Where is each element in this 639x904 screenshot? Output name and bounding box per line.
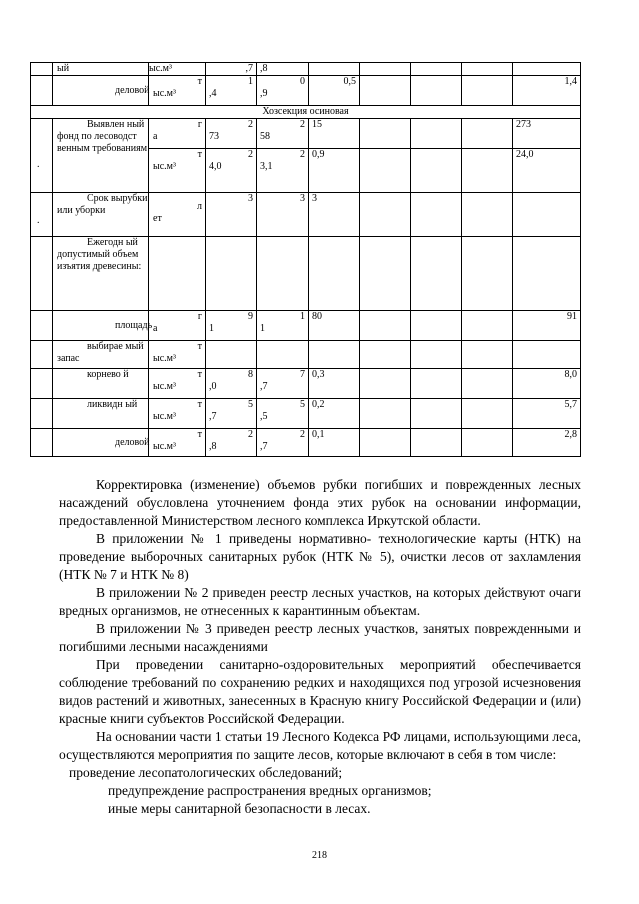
value-cell xyxy=(513,369,581,399)
value-part: 2 xyxy=(300,149,305,160)
value-cell xyxy=(309,341,360,369)
value-part: 5 xyxy=(248,399,253,410)
unit-line: ыс.м³ xyxy=(153,353,176,364)
value-part: 5 xyxy=(300,399,305,410)
row-label: Срок вырубки или уборки xyxy=(57,193,148,216)
table-cell xyxy=(31,76,53,106)
value-part: 1 xyxy=(300,311,305,322)
table-cell xyxy=(462,149,513,193)
table-cell xyxy=(411,76,462,106)
table-cell xyxy=(360,429,411,457)
value-part: 4,0 xyxy=(209,161,222,172)
value-cell xyxy=(257,119,309,149)
value-part: 0,9 xyxy=(312,149,325,160)
value-part: 2 xyxy=(300,119,305,130)
value-cell xyxy=(513,311,581,341)
value-cell xyxy=(206,237,257,311)
table-cell xyxy=(411,311,462,341)
table-cell xyxy=(360,399,411,429)
table-cell xyxy=(411,429,462,457)
value-cell xyxy=(257,63,309,76)
value-cell xyxy=(257,311,309,341)
table-cell xyxy=(31,429,53,457)
value-cell xyxy=(206,429,257,457)
unit-line: г xyxy=(197,311,202,322)
table-cell xyxy=(360,119,411,149)
unit-line: л xyxy=(197,201,202,212)
table-row xyxy=(31,341,581,369)
unit-line: т xyxy=(197,76,202,87)
forest-data-table xyxy=(30,62,581,457)
value-cell xyxy=(257,399,309,429)
value-part: ,4 xyxy=(209,88,217,99)
row-label: Ежегодн ый допустимый объем изъятия древесины: xyxy=(57,237,142,272)
value-part: 80 xyxy=(312,311,322,322)
table-cell xyxy=(462,369,513,399)
value-cell xyxy=(309,119,360,149)
table-cell xyxy=(53,237,149,311)
table-cell xyxy=(411,149,462,193)
unit-line: т xyxy=(197,399,202,410)
value-part: 2 xyxy=(300,429,305,440)
value-part: 7 xyxy=(300,369,305,380)
unit-line: г xyxy=(197,119,202,130)
value-part: 2,8 xyxy=(564,429,577,440)
value-part: ,7 xyxy=(260,441,268,452)
unit-cell xyxy=(149,76,206,106)
table-cell xyxy=(462,76,513,106)
value-cell xyxy=(257,76,309,106)
row-label: ликвидн ый xyxy=(87,399,138,410)
value-part: 1 xyxy=(260,323,265,334)
value-part: 24,0 xyxy=(516,149,534,160)
table-row xyxy=(31,311,581,341)
table-cell xyxy=(462,311,513,341)
value-part: 8 xyxy=(248,369,253,380)
table-cell xyxy=(411,193,462,237)
value-cell xyxy=(513,399,581,429)
value-cell xyxy=(206,311,257,341)
value-cell xyxy=(309,237,360,311)
value-part: 3,1 xyxy=(260,161,273,172)
value-part: ,7 xyxy=(260,381,268,392)
value-part: 91 xyxy=(567,311,577,322)
value-cell xyxy=(206,399,257,429)
value-cell xyxy=(206,76,257,106)
unit-line: ет xyxy=(153,213,162,224)
table-cell xyxy=(53,76,149,106)
unit-line: ыс.м³ xyxy=(149,63,172,74)
unit-cell xyxy=(149,429,206,457)
table-cell xyxy=(462,119,513,149)
value-part: 15 xyxy=(312,119,322,130)
value-cell xyxy=(513,341,581,369)
unit-line: т xyxy=(197,429,202,440)
value-part: ,8 xyxy=(260,63,268,74)
value-cell xyxy=(206,149,257,193)
paragraph: В приложении № 3 приведен реестр лесных участков, занятых поврежденными и погибшими лесными насаждениями xyxy=(59,621,581,654)
value-part: 58 xyxy=(260,131,270,142)
table-cell xyxy=(462,63,513,76)
row-label: Выявлен ный фонд по лесоводст венным требованиям xyxy=(57,119,148,154)
value-cell xyxy=(257,149,309,193)
unit-cell xyxy=(149,193,206,237)
value-part: 5,7 xyxy=(564,399,577,410)
value-part: 1 xyxy=(209,323,214,334)
value-part: 0,2 xyxy=(312,399,325,410)
table-cell xyxy=(462,193,513,237)
table-cell xyxy=(360,63,411,76)
value-part: 0,5 xyxy=(343,76,356,87)
value-part: ,7 xyxy=(209,411,217,422)
value-part: 3 xyxy=(300,193,305,204)
list-item: предупреждение распространения вредных организмов; xyxy=(108,783,432,798)
table-row xyxy=(31,193,581,237)
table-row xyxy=(31,119,581,149)
table-cell xyxy=(53,63,149,76)
section-header: Хозсекция осиновая xyxy=(31,106,581,119)
value-cell xyxy=(513,237,581,311)
value-part: ,0 xyxy=(209,381,217,392)
value-cell xyxy=(513,149,581,193)
value-cell xyxy=(309,76,360,106)
value-cell xyxy=(257,341,309,369)
value-part: 0 xyxy=(300,76,305,87)
value-cell xyxy=(513,429,581,457)
row-marker: . xyxy=(37,215,40,226)
table-cell xyxy=(462,429,513,457)
paragraph: В приложении № 1 приведены нормативно- технологические карты (НТК) на проведение выборочных санитарных рубок (НТК № 5), очистки лесов от захламления (НТК № 7 и НТК № 8) xyxy=(59,531,581,582)
body-text xyxy=(59,476,581,818)
unit-line: ыс.м³ xyxy=(153,161,176,172)
unit-line: ыс.м³ xyxy=(153,441,176,452)
paragraph: На основании части 1 статьи 19 Лесного Кодекса РФ лицами, использующими леса, осуществляются мероприятия по защите лесов, которые включают в себя в том числе: xyxy=(59,729,581,762)
value-part: 1,4 xyxy=(564,76,577,87)
unit-line: т xyxy=(197,369,202,380)
table-cell xyxy=(360,341,411,369)
table-row xyxy=(31,237,581,311)
unit-line: ыс.м³ xyxy=(153,411,176,422)
value-part: 8,0 xyxy=(564,369,577,380)
table-cell xyxy=(360,369,411,399)
value-cell xyxy=(206,193,257,237)
value-part: 73 xyxy=(209,131,219,142)
table-cell xyxy=(53,311,153,341)
value-part: ,7 xyxy=(245,63,253,74)
paragraph: При проведении санитарно-оздоровительных мероприятий обеспечивается соблюдение требований по сохранению редких и находящихся под угрозой исчезновения видов растений и животных, занесенных в Красную книгу Российской Федерации и (или) красные книги субъектов Российской Федерации. xyxy=(59,657,581,726)
unit-cell xyxy=(149,369,206,399)
table-cell xyxy=(411,369,462,399)
table-row xyxy=(31,63,581,76)
value-cell xyxy=(513,119,581,149)
unit-cell xyxy=(149,63,206,76)
table-cell xyxy=(462,341,513,369)
value-cell xyxy=(206,119,257,149)
value-cell xyxy=(257,193,309,237)
value-part: 273 xyxy=(516,119,531,130)
table-cell xyxy=(31,311,53,341)
value-cell xyxy=(513,76,581,106)
table-cell xyxy=(360,193,411,237)
unit-line: ыс.м³ xyxy=(153,381,176,392)
value-cell xyxy=(206,63,257,76)
value-part: 3 xyxy=(248,193,253,204)
value-part: ,5 xyxy=(260,411,268,422)
row-label: деловой xyxy=(115,436,150,448)
unit-cell xyxy=(149,149,206,193)
table-cell xyxy=(31,119,53,193)
list-item: проведение лесопатологических обследований; xyxy=(69,765,343,780)
table-cell xyxy=(31,341,53,369)
value-part: 2 xyxy=(248,429,253,440)
table-cell xyxy=(31,63,53,76)
paragraph: В приложении № 2 приведен реестр лесных участков, на которых действуют очаги вредных организмов, не отнесенных к карантинным объектам. xyxy=(59,585,581,618)
row-label: корнево й xyxy=(87,369,129,380)
unit-cell xyxy=(149,311,206,341)
value-cell xyxy=(257,369,309,399)
value-part: ,9 xyxy=(260,88,268,99)
value-cell xyxy=(309,193,360,237)
unit-line: а xyxy=(153,323,158,334)
value-part: ,8 xyxy=(209,441,217,452)
table-cell xyxy=(53,119,149,193)
value-cell xyxy=(309,369,360,399)
unit-line: ыс.м³ xyxy=(153,88,176,99)
unit-line: а xyxy=(153,131,158,142)
table-cell xyxy=(53,399,149,429)
table-row xyxy=(31,399,581,429)
table-cell xyxy=(462,399,513,429)
value-part: 2 xyxy=(248,149,253,160)
row-label: выбирае мый запас xyxy=(57,341,144,364)
value-cell xyxy=(309,399,360,429)
value-part: 0,3 xyxy=(312,369,325,380)
value-cell xyxy=(513,193,581,237)
value-part: 0,1 xyxy=(312,429,325,440)
table-cell xyxy=(411,63,462,76)
table-cell xyxy=(31,369,53,399)
value-cell xyxy=(257,429,309,457)
table-cell xyxy=(360,76,411,106)
unit-line: т xyxy=(197,149,202,160)
value-cell xyxy=(206,369,257,399)
unit-cell xyxy=(149,341,206,369)
table-cell xyxy=(53,193,149,237)
table-row xyxy=(31,369,581,399)
table-row xyxy=(31,429,581,457)
value-cell xyxy=(309,311,360,341)
table-row xyxy=(31,106,581,119)
table-cell xyxy=(360,237,411,311)
table-cell xyxy=(411,237,462,311)
unit-cell xyxy=(149,237,206,311)
table-cell xyxy=(411,341,462,369)
row-label: деловой xyxy=(115,84,150,96)
unit-cell xyxy=(149,119,206,149)
row-label: площадь xyxy=(115,319,153,331)
value-cell xyxy=(309,429,360,457)
table-row xyxy=(31,76,581,106)
value-cell xyxy=(309,63,360,76)
table-cell xyxy=(31,193,53,237)
value-part: 3 xyxy=(312,193,317,204)
value-part: 1 xyxy=(248,76,253,87)
unit-cell xyxy=(149,399,206,429)
row-label: ый xyxy=(57,63,70,74)
paragraph: Корректировка (изменение) объемов рубки погибших и поврежденных лесных насаждений обусловлена уточнением фонда этих рубок на основании информации, предоставленной Министерством лесного комплекса Иркутской области. xyxy=(59,477,581,528)
table-cell xyxy=(411,399,462,429)
value-cell xyxy=(309,149,360,193)
value-part: 9 xyxy=(248,311,253,322)
table-cell xyxy=(462,237,513,311)
table-cell xyxy=(53,341,149,369)
list-item: иные меры санитарной безопасности в лесах. xyxy=(108,801,371,816)
table-cell xyxy=(53,369,149,399)
table-cell xyxy=(360,149,411,193)
row-marker: . xyxy=(37,159,40,170)
table-cell xyxy=(411,119,462,149)
value-cell xyxy=(206,341,257,369)
value-cell xyxy=(257,237,309,311)
table-cell xyxy=(31,237,53,311)
table-cell xyxy=(31,399,53,429)
page-number: 218 xyxy=(312,850,327,861)
unit-line: т xyxy=(197,341,202,352)
table-cell xyxy=(360,311,411,341)
table-cell xyxy=(53,429,149,457)
value-cell xyxy=(513,63,581,76)
value-part: 2 xyxy=(248,119,253,130)
